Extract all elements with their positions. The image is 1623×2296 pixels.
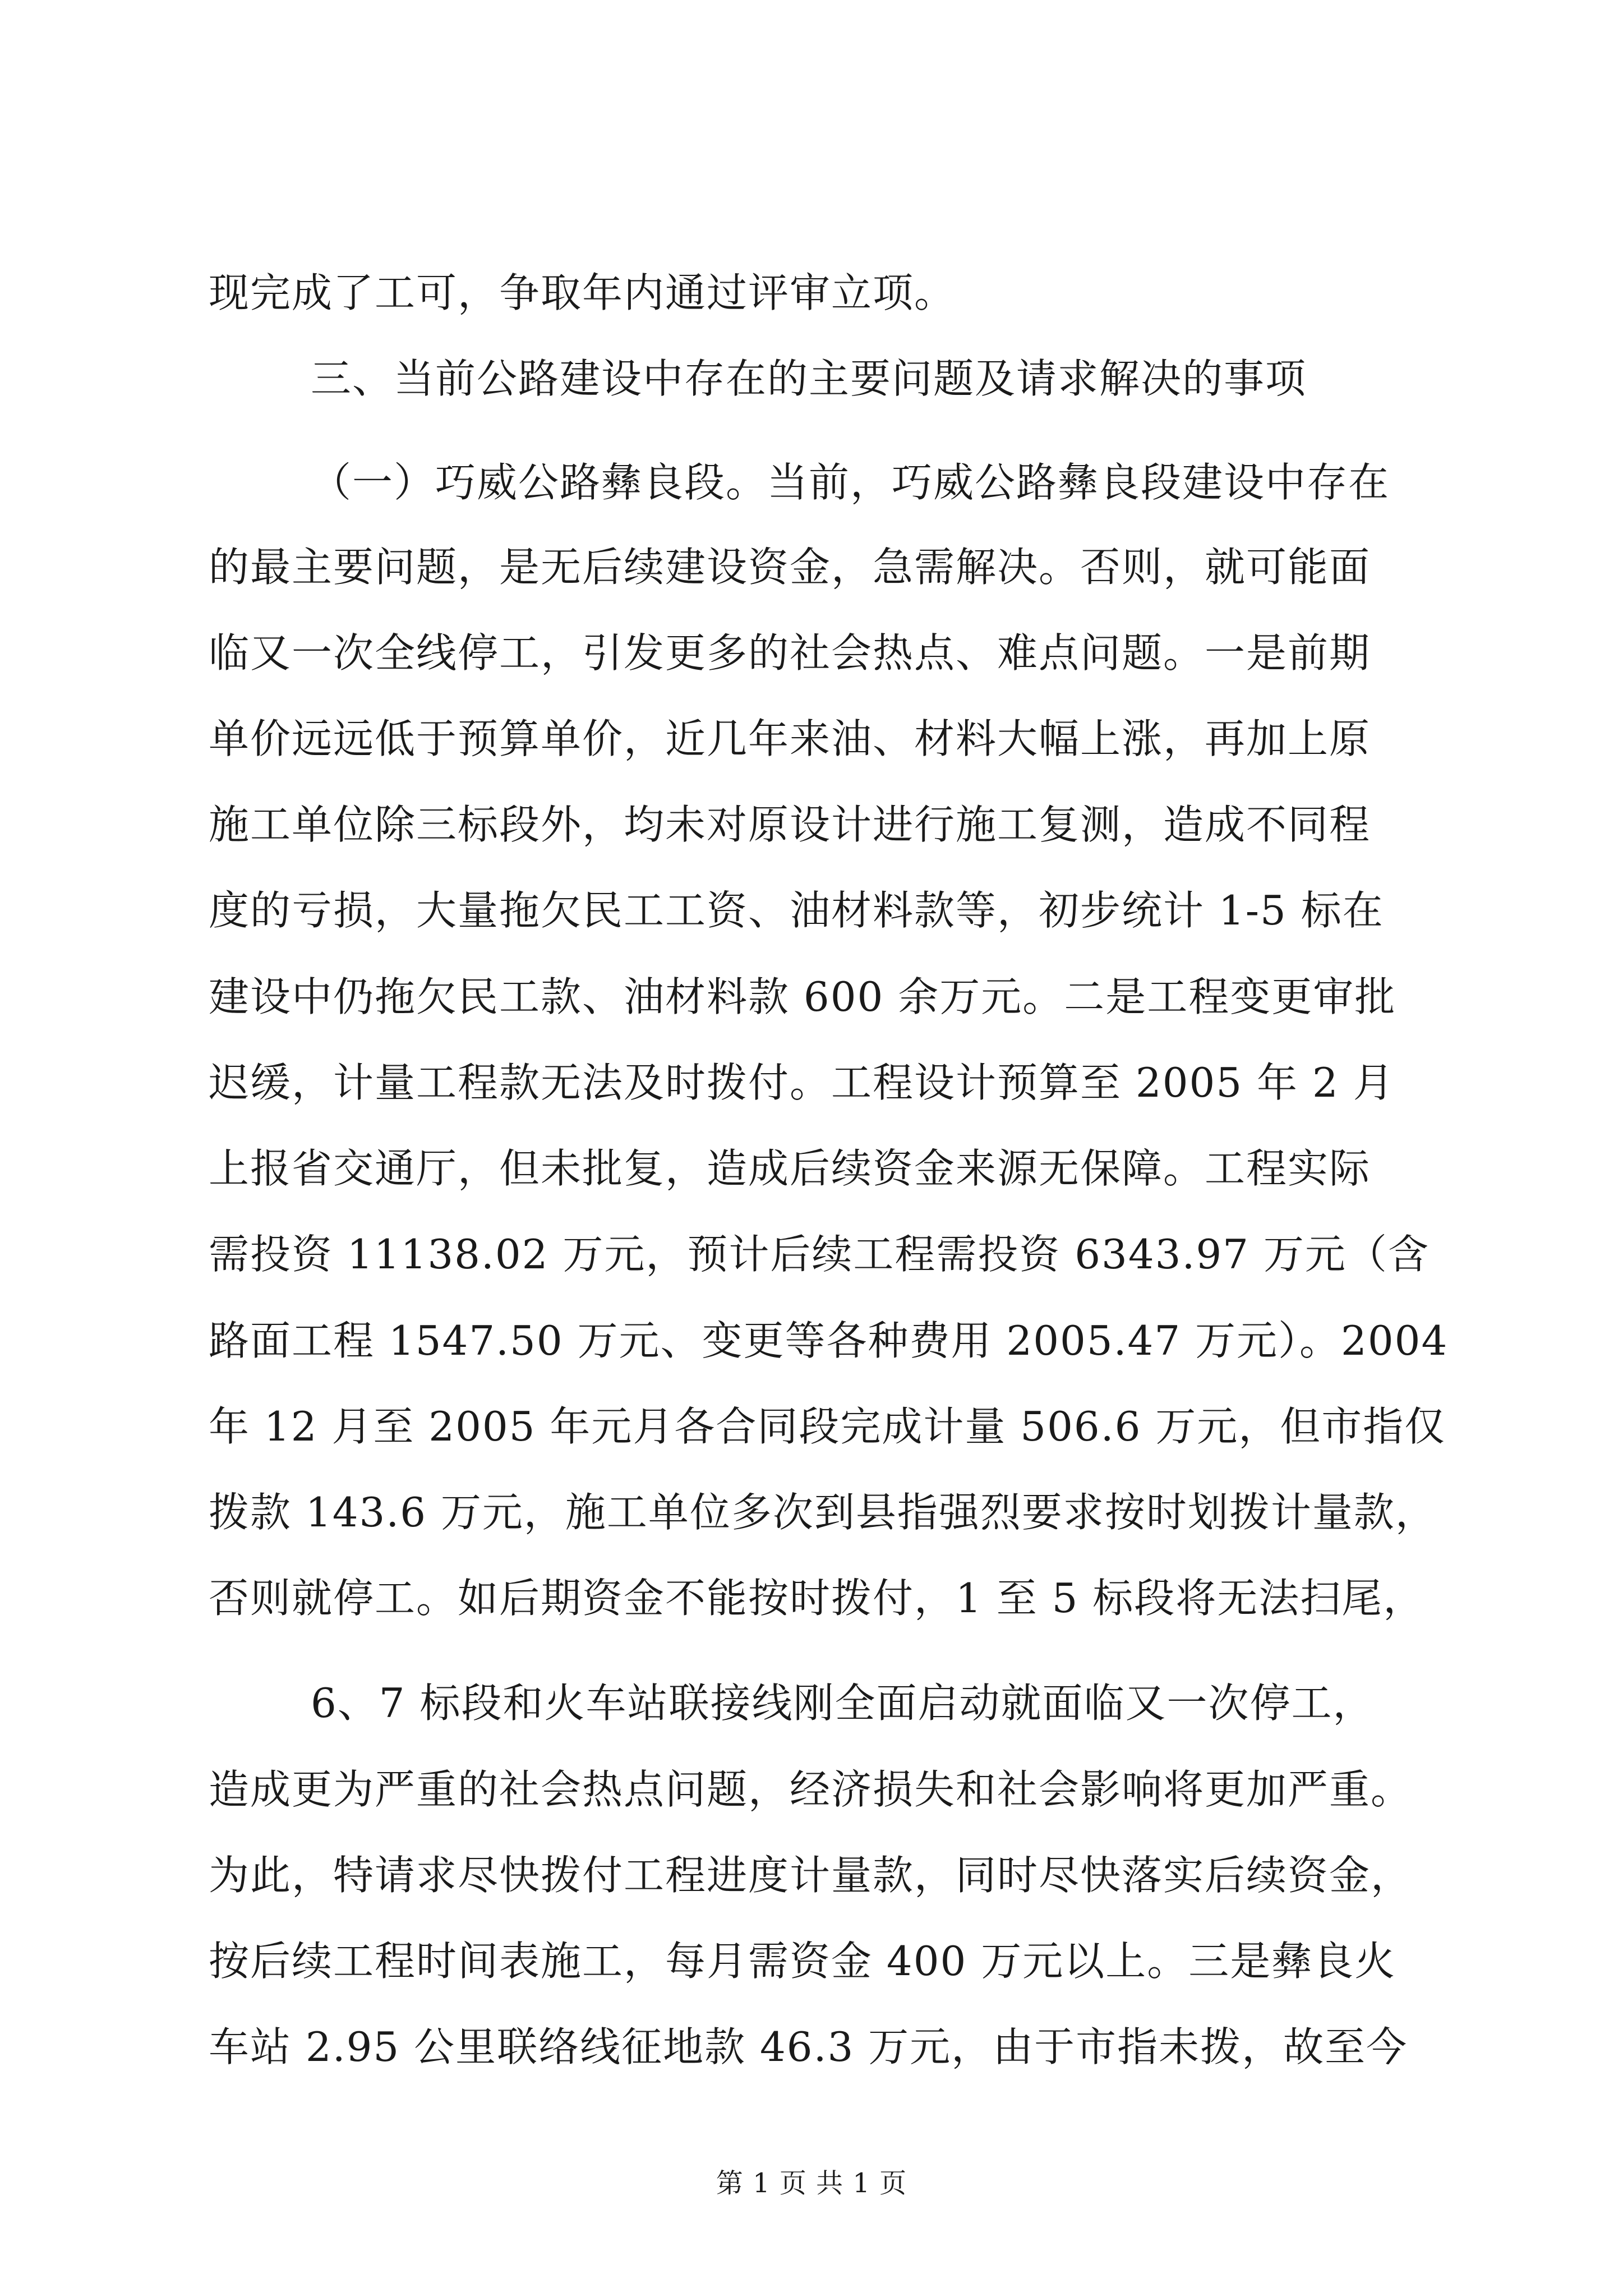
- text-line: 单价远远低于预算单价，近几年来油、材料大幅上涨，再加上原: [209, 715, 1371, 762]
- text-line: 的最主要问题，是无后续建设资金，急需解决。否则，就可能面: [209, 544, 1371, 591]
- text-line: 度的亏损，大量拖欠民工工资、油材料款等，初步统计 1-5 标在: [209, 887, 1384, 934]
- text-line: 按后续工程时间表施工，每月需资金 400 万元以上。三是彝良火: [209, 1938, 1396, 1985]
- text-line: 车站 2.95 公里联络线征地款 46.3 万元，由于市指未拨，故至今: [209, 2023, 1408, 2070]
- section-heading: 三、当前公路建设中存在的主要问题及请求解决的事项: [311, 355, 1307, 402]
- text-line: 路面工程 1547.50 万元、变更等各种费用 2005.47 万元）。2004: [209, 1317, 1449, 1364]
- text-line: 建设中仍拖欠民工款、油材料款 600 余万元。二是工程变更审批: [209, 973, 1396, 1020]
- text-line: 拨款 143.6 万元，施工单位多次到县指强烈要求按时划拨计量款，: [209, 1489, 1437, 1536]
- text-line: 造成更为严重的社会热点问题，经济损失和社会影响将更加严重。: [209, 1766, 1413, 1813]
- text-line: 施工单位除三标段外，均未对原设计进行施工复测，造成不同程: [209, 801, 1371, 848]
- text-line: 为此，特请求尽快拨付工程进度计量款，同时尽快落实后续资金，: [209, 1852, 1413, 1899]
- page-footer: 第 1 页 共 1 页: [716, 2168, 907, 2199]
- text-line: 迟缓，计量工程款无法及时拨付。工程设计预算至 2005 年 2 月: [209, 1059, 1395, 1106]
- text-line: （一）巧威公路彝良段。当前，巧威公路彝良段建设中存在: [311, 459, 1390, 506]
- text-line: 否则就停工。如后期资金不能按时拨付，1 至 5 标段将无法扫尾，: [209, 1575, 1425, 1622]
- text-line: 需投资 11138.02 万元，预计后续工程需投资 6343.97 万元（含: [209, 1231, 1430, 1278]
- text-line: 年 12 月至 2005 年元月各合同段完成计量 506.6 万元，但市指仅: [209, 1403, 1446, 1450]
- text-line: 上报省交通厅，但未批复，造成后续资金来源无保障。工程实际: [209, 1145, 1371, 1192]
- text-line: 6、7 标段和火车站联接线刚全面启动就面临又一次停工，: [311, 1680, 1375, 1727]
- text-line: 临又一次全线停工，引发更多的社会热点、难点问题。一是前期: [209, 629, 1371, 677]
- text-line: 现完成了工可，争取年内通过评审立项。: [209, 269, 956, 316]
